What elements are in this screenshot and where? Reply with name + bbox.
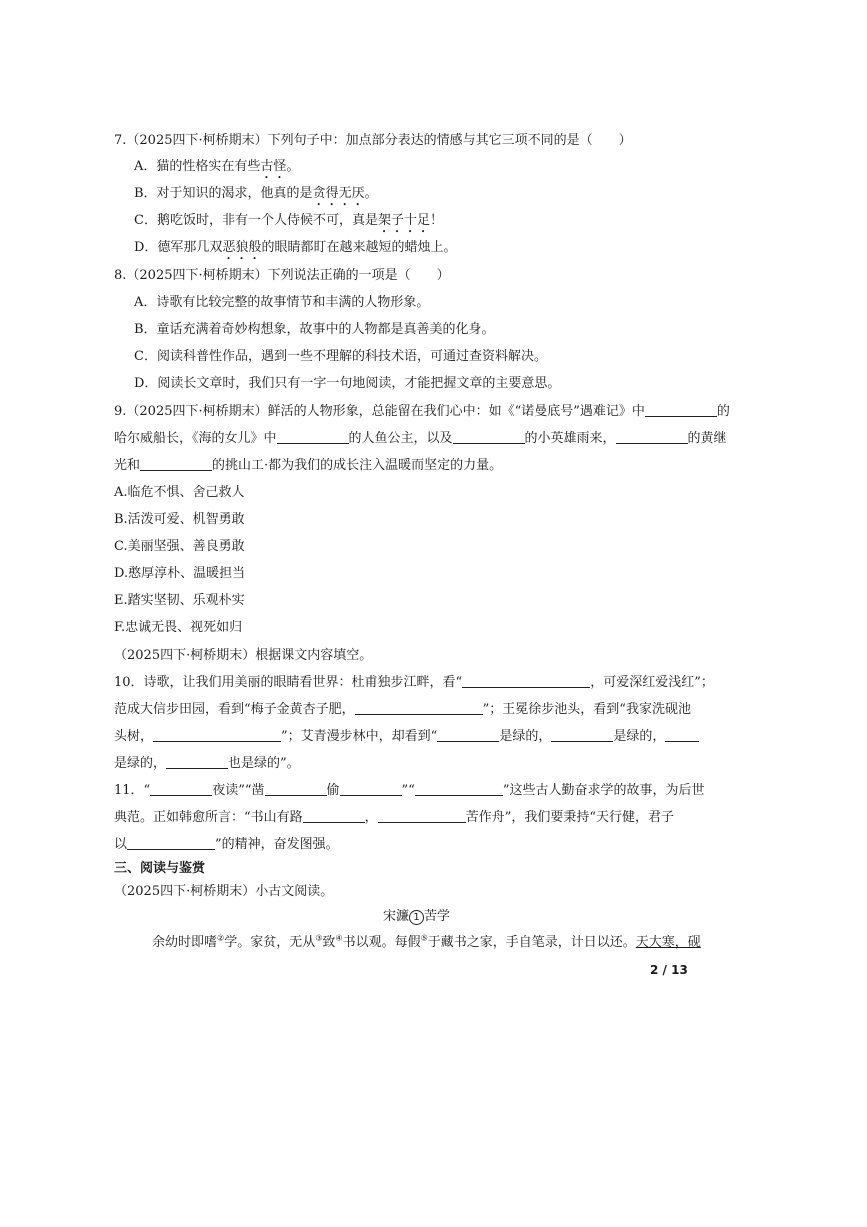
title-text: 苦学 [424, 909, 451, 924]
q9-choice-d: D.憨厚淳朴、温暖担当 [114, 566, 246, 581]
q11-text: ”“ [401, 783, 415, 798]
q10-text: 是绿的， [114, 756, 167, 771]
q10-text: 是绿的， [613, 729, 666, 744]
answer-blank[interactable] [453, 430, 525, 444]
q10-line-1 [114, 674, 714, 692]
q9-choice-a: A.临危不惧、舍己救人 [114, 485, 245, 500]
reading-intro: （2025四下·柯桥期末）小古文阅读。 [114, 884, 334, 899]
answer-blank[interactable] [551, 728, 613, 742]
passage-text: 学。家贫，无从 [224, 935, 316, 950]
passage-paragraph [152, 934, 701, 952]
answer-blank[interactable] [150, 782, 212, 796]
passage-text: 余幼时即嗜 [152, 935, 218, 950]
passage-text: 于藏书之家，手自笔录，计日以还。 [427, 935, 636, 950]
option-text: D．德军那几双 [134, 240, 223, 255]
option-text: 。 [286, 159, 300, 174]
q8-option-d[interactable]: D．阅读长文章时，我们只有一字一句地阅读，才能把握文章的主要意思。 [134, 376, 561, 391]
q9-text: 哈尔威船长，《海的女儿》中 [114, 431, 277, 446]
q11-text: ”这些古人勤奋求学的故事，为后世 [502, 783, 705, 798]
q11-line-3 [114, 836, 339, 854]
option-text: A．猫的性格实在有些 [134, 159, 261, 174]
answer-blank[interactable] [166, 755, 228, 769]
answer-blank[interactable] [303, 809, 365, 823]
q9-text: 光和 [114, 458, 141, 473]
q10-text: 头树， [114, 729, 154, 744]
answer-blank[interactable] [127, 836, 215, 850]
answer-blank[interactable] [645, 403, 717, 417]
section-heading: 三、阅读与鉴赏 [114, 861, 206, 876]
q10-line-4 [114, 755, 300, 773]
footnote-marker: ⑤ [420, 933, 428, 943]
fill-intro: （2025四下·柯桥期末）根据课文内容填空。 [114, 648, 373, 663]
q8-option-a[interactable]: A．诗歌有比较完整的故事情节和丰满的人物形象。 [134, 295, 430, 310]
q11-text: 苦作舟”，我们要秉持“天行健，君子 [465, 810, 674, 825]
answer-blank[interactable] [665, 728, 699, 742]
answer-blank[interactable] [616, 430, 688, 444]
option-text: 。 [364, 186, 378, 201]
emphasized-text: 古怪 [260, 159, 287, 174]
q10-text: 也是绿的”。 [228, 756, 300, 771]
option-text: ！ [429, 213, 443, 228]
q8-option-c[interactable]: C．阅读科普性作品，遇到一些不理解的科技术语，可通过查资料解决。 [134, 349, 547, 364]
q8-option-b[interactable]: B．童话充满着奇妙构想象，故事中的人物都是真善美的化身。 [134, 322, 495, 337]
q7-option-a[interactable] [134, 158, 299, 182]
q9-line-2 [114, 430, 727, 448]
answer-blank[interactable] [140, 457, 212, 471]
passage-text: 书以观。每假 [342, 935, 421, 950]
q11-text: 夜读”“凿 [212, 783, 265, 798]
q7-stem: 7.（2025四下·柯桥期末）下列句子中：加点部分表达的情感与其它三项不同的是（ ） [114, 133, 632, 148]
q10-line-2 [114, 701, 691, 719]
emphasized-text: 恶狼般 [222, 240, 262, 255]
footnote-marker: 1 [409, 910, 424, 925]
answer-blank[interactable] [340, 782, 402, 796]
option-text: C．鹅吃饭时，非有一个人侍候不可，真是 [134, 213, 378, 228]
q10-text: 10．诗歌，让我们用美丽的眼睛看世界：杜甫独步江畔，看“ [114, 675, 463, 690]
q10-text: ”；王冕徐步池头，看到“我家洗砚池 [482, 702, 691, 717]
q9-line-1 [114, 403, 730, 421]
q11-text: ”的精神，奋发图强。 [215, 837, 339, 852]
q9-text: 的人鱼公主，以及 [348, 431, 453, 446]
q10-text: 范成大信步田园，看到“梅子金黄杏子肥， [114, 702, 355, 717]
footnote-marker: ③ [315, 933, 323, 943]
q7-option-b[interactable] [134, 185, 378, 209]
q9-choice-e: E.踏实坚韧、乐观朴实 [114, 593, 245, 608]
answer-blank[interactable] [277, 430, 349, 444]
q11-text: 典范。正如韩愈所言：“书山有路 [114, 810, 303, 825]
footnote-marker: ④ [335, 933, 343, 943]
q11-text: 11．“ [114, 783, 151, 798]
q9-text: 的小英雄雨来， [524, 431, 616, 446]
q11-line-2 [114, 809, 674, 827]
q11-text: 偷 [326, 783, 340, 798]
q9-text: 的挑山工·都为我们的成长注入温暖而坚定的力量。 [212, 458, 503, 473]
q9-choice-c: C.美丽坚强、善良勇敢 [114, 539, 245, 554]
emphasized-text: 架子十足 [377, 213, 430, 228]
passage-title [383, 908, 450, 926]
q9-text: 的黄继 [687, 431, 727, 446]
footnote-marker: ② [217, 933, 225, 943]
q8-stem: 8.（2025四下·柯桥期末）下列说法正确的一项是（ ） [114, 268, 450, 283]
page-number: 2 / 13 [650, 963, 688, 977]
option-text: 的眼睛都盯在越来越短的蜡烛上。 [261, 240, 457, 255]
q11-text: 以 [114, 837, 128, 852]
q7-option-d[interactable] [134, 239, 456, 263]
answer-blank[interactable] [265, 782, 327, 796]
q11-line-1 [114, 782, 704, 800]
q9-text: 的 [716, 404, 730, 419]
passage-text: 致 [322, 935, 336, 950]
emphasized-text: 贪得无厌 [312, 186, 365, 201]
answer-blank[interactable] [355, 701, 483, 715]
q9-text: 9.（2025四下·柯桥期末）鲜活的人物形象，总能留在我们心中：如《“诺曼底号”遇难记》中 [114, 404, 645, 419]
q10-text: ，可爱深红爱浅红”； [590, 675, 714, 690]
answer-blank[interactable] [415, 782, 503, 796]
q7-option-c[interactable] [134, 212, 443, 236]
q10-line-3 [114, 728, 699, 746]
answer-blank[interactable] [462, 674, 590, 688]
q9-choice-f: F.忠诚无畏、视死如归 [114, 620, 243, 635]
answer-blank[interactable] [378, 809, 466, 823]
q9-line-3 [114, 457, 502, 475]
q10-text: ”；艾青漫步林中，却看到“ [281, 729, 438, 744]
title-text: 宋濂 [383, 909, 410, 924]
underlined-text: 天大寒，砚 [635, 935, 701, 950]
q11-text: ， [364, 810, 378, 825]
q10-text: 是绿的， [499, 729, 552, 744]
option-text: B．对于知识的渴求，他真的是 [134, 186, 313, 201]
q9-choice-b: B.活泼可爱、机智勇敢 [114, 512, 245, 527]
answer-blank[interactable] [437, 728, 499, 742]
answer-blank[interactable] [153, 728, 281, 742]
